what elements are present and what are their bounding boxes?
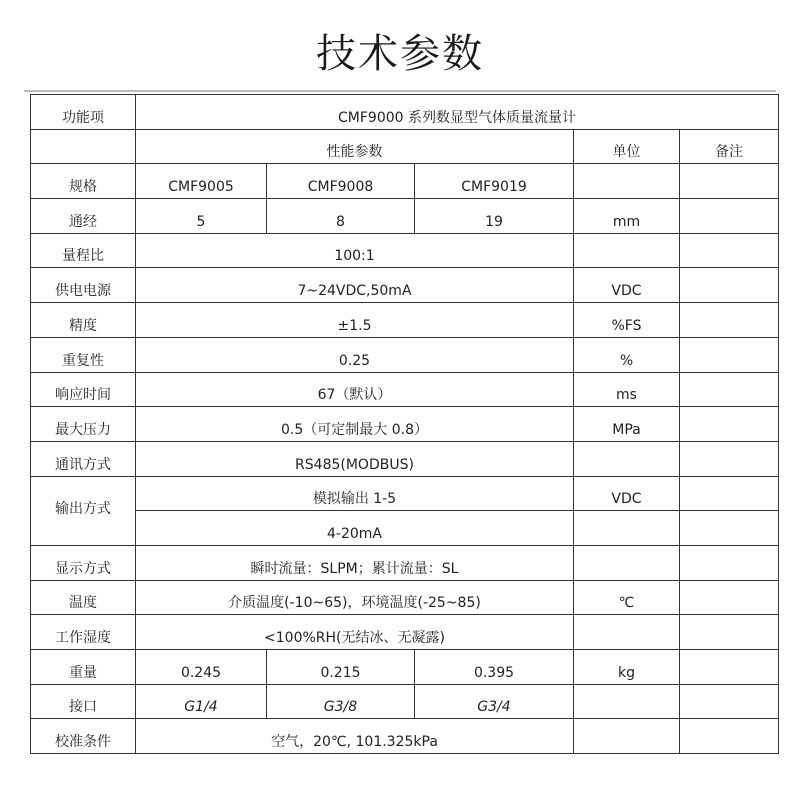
cell-value: G1/4 bbox=[136, 684, 267, 719]
cell-remark bbox=[680, 684, 779, 719]
row-label: 接口 bbox=[31, 684, 136, 719]
table-row bbox=[31, 164, 779, 199]
table-row bbox=[31, 545, 779, 580]
cell-value: 0.25 bbox=[136, 337, 574, 372]
cell-value: 100:1 bbox=[136, 233, 574, 268]
table-row bbox=[31, 337, 779, 372]
cell-value: 7~24VDC,50mA bbox=[136, 268, 574, 303]
cell-value: 0.395 bbox=[415, 650, 574, 685]
row-label: 供电电源 bbox=[31, 268, 136, 303]
cell-value: G3/4 bbox=[415, 684, 574, 719]
cell-value: CMF9008 bbox=[267, 164, 415, 199]
cell-unit: kg bbox=[574, 650, 680, 685]
row-label: 量程比 bbox=[31, 233, 136, 268]
empty-cell bbox=[31, 129, 136, 164]
cell-remark bbox=[680, 545, 779, 580]
table-row bbox=[31, 268, 779, 303]
cell-value: CMF9005 bbox=[136, 164, 267, 199]
cell-value: 0.215 bbox=[267, 650, 415, 685]
row-label: 最大压力 bbox=[31, 407, 136, 442]
table-row bbox=[31, 303, 779, 338]
cell-value: 4-20mA bbox=[136, 511, 574, 546]
table-row bbox=[31, 233, 779, 268]
cell-remark bbox=[680, 441, 779, 476]
cell-value: CMF9019 bbox=[415, 164, 574, 199]
cell-unit bbox=[574, 615, 680, 650]
table-row bbox=[31, 441, 779, 476]
cell-value: 5 bbox=[136, 199, 267, 234]
cell-value: 8 bbox=[267, 199, 415, 234]
cell-value: RS485(MODBUS) bbox=[136, 441, 574, 476]
cell-unit bbox=[574, 545, 680, 580]
row-label: 温度 bbox=[31, 580, 136, 615]
cell-remark bbox=[680, 511, 779, 546]
cell-remark bbox=[680, 268, 779, 303]
cell-value: 0.5（可定制最大 0.8） bbox=[136, 407, 574, 442]
cell-value: 模拟输出 1-5 bbox=[136, 476, 574, 511]
cell-remark bbox=[680, 337, 779, 372]
row-label: 显示方式 bbox=[31, 545, 136, 580]
cell-value: G3/8 bbox=[267, 684, 415, 719]
table-row bbox=[31, 580, 779, 615]
table-row bbox=[31, 615, 779, 650]
cell-unit bbox=[574, 233, 680, 268]
table-row bbox=[31, 684, 779, 719]
row-label: 工作湿度 bbox=[31, 615, 136, 650]
cell-value: 空气，20℃, 101.325kPa bbox=[136, 719, 574, 754]
cell-value: 19 bbox=[415, 199, 574, 234]
cell-remark bbox=[680, 233, 779, 268]
row-label: 规格 bbox=[31, 164, 136, 199]
table-row bbox=[31, 511, 779, 546]
cell-value: 瞬时流量：SLPM；累计流量：SL bbox=[136, 545, 574, 580]
row-label: 输出方式 bbox=[31, 476, 136, 545]
cell-remark bbox=[680, 615, 779, 650]
table-row bbox=[31, 199, 779, 234]
cell-value: 67（默认） bbox=[136, 372, 574, 407]
cell-unit: mm bbox=[574, 199, 680, 234]
table-row bbox=[31, 95, 779, 130]
cell-unit: VDC bbox=[574, 476, 680, 511]
row-label: 通经 bbox=[31, 199, 136, 234]
row-label: 响应时间 bbox=[31, 372, 136, 407]
unit-header: 单位 bbox=[574, 129, 680, 164]
cell-remark bbox=[680, 719, 779, 754]
cell-unit: MPa bbox=[574, 407, 680, 442]
row-label: 校准条件 bbox=[31, 719, 136, 754]
spec-table bbox=[30, 94, 779, 754]
remark-header: 备注 bbox=[680, 129, 779, 164]
label-column-header: 功能项 bbox=[31, 95, 136, 130]
cell-remark bbox=[680, 407, 779, 442]
cell-unit bbox=[574, 511, 680, 546]
table-row bbox=[31, 129, 779, 164]
cell-unit: ms bbox=[574, 372, 680, 407]
row-label: 重复性 bbox=[31, 337, 136, 372]
cell-unit: % bbox=[574, 337, 680, 372]
cell-value: 介质温度(-10~65)，环境温度(-25~85) bbox=[136, 580, 574, 615]
cell-remark bbox=[680, 580, 779, 615]
cell-unit bbox=[574, 719, 680, 754]
table-row bbox=[31, 407, 779, 442]
cell-value: <100%RH(无结冰、无凝露) bbox=[136, 615, 574, 650]
cell-remark bbox=[680, 199, 779, 234]
table-row bbox=[31, 476, 779, 511]
cell-unit: ℃ bbox=[574, 580, 680, 615]
cell-unit: VDC bbox=[574, 268, 680, 303]
perf-params-header: 性能参数 bbox=[136, 129, 574, 164]
page-title: 技术参数 bbox=[316, 31, 484, 77]
table-row bbox=[31, 719, 779, 754]
cell-unit bbox=[574, 164, 680, 199]
product-header: CMF9000 系列数显型气体质量流量计 bbox=[136, 95, 779, 130]
cell-remark bbox=[680, 650, 779, 685]
cell-value: ±1.5 bbox=[136, 303, 574, 338]
cell-remark bbox=[680, 303, 779, 338]
table-row bbox=[31, 650, 779, 685]
cell-remark bbox=[680, 164, 779, 199]
cell-remark bbox=[680, 372, 779, 407]
row-label: 重量 bbox=[31, 650, 136, 685]
title-divider bbox=[24, 90, 776, 92]
row-label: 精度 bbox=[31, 303, 136, 338]
cell-remark bbox=[680, 476, 779, 511]
cell-unit bbox=[574, 441, 680, 476]
row-label: 通讯方式 bbox=[31, 441, 136, 476]
table-row bbox=[31, 372, 779, 407]
cell-unit: %FS bbox=[574, 303, 680, 338]
cell-unit bbox=[574, 684, 680, 719]
cell-value: 0.245 bbox=[136, 650, 267, 685]
